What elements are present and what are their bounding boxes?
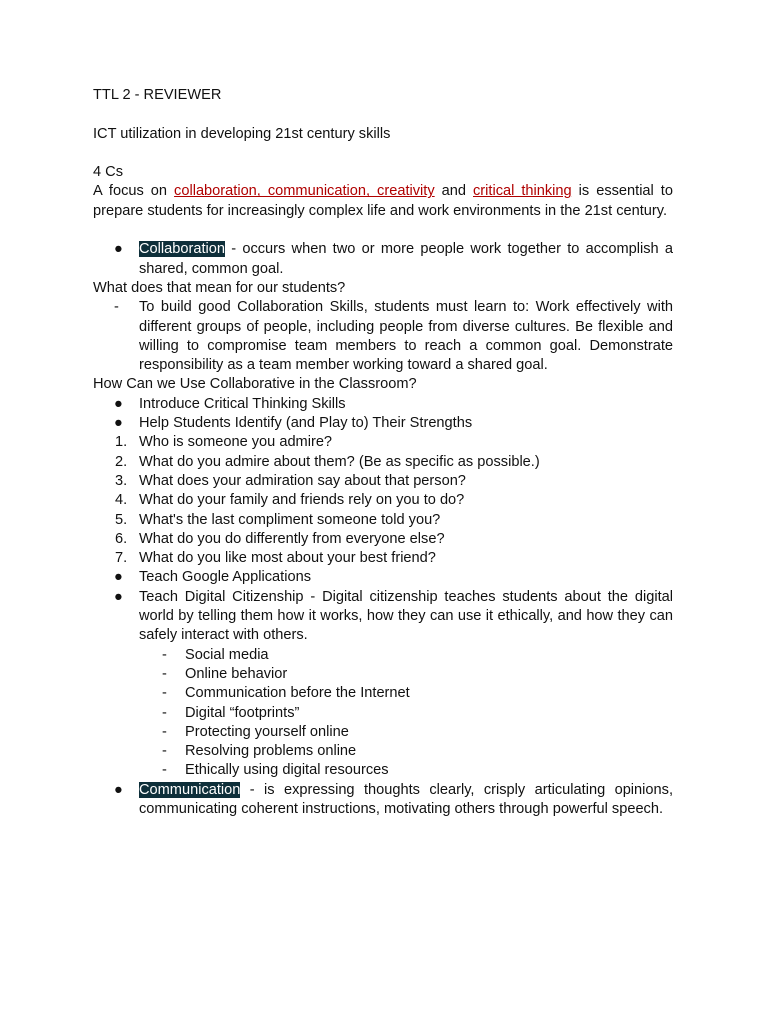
communication-term: Communication bbox=[139, 781, 241, 798]
sub-list-item: - Social media bbox=[162, 646, 269, 663]
sub-list-item: - Communication before the Internet bbox=[162, 685, 410, 702]
section-heading: 4 Cs bbox=[93, 164, 124, 181]
collaboration-definition: - occurs when two or more people work together to accomplish a shared, common goal. bbox=[139, 241, 673, 277]
numbered-item: 6. What do you do differently from everyone else? bbox=[115, 530, 445, 547]
numbered-item: 5. What's the last compliment someone told you? bbox=[115, 511, 441, 528]
list-item: ● Help Students Identify (and Play to) Their Strengths bbox=[114, 415, 473, 432]
link-collaboration-communication-creativity[interactable]: collaboration, communication, creativity bbox=[174, 183, 435, 200]
collaboration-term: Collaboration bbox=[139, 241, 225, 258]
numbered-item: 1. Who is someone you admire? bbox=[115, 434, 333, 451]
sub-list-item: - Ethically using digital resources bbox=[162, 762, 389, 779]
numbered-item: 2. What do you admire about them? (Be as specific as possible.) bbox=[115, 453, 540, 470]
document-title: TTL 2 - REVIEWER bbox=[93, 87, 222, 103]
list-item: ● Teach Google Applications bbox=[114, 569, 311, 586]
numbered-item: 3. What does your admiration say about that person? bbox=[115, 472, 466, 489]
sub-list-item: - Resolving problems online bbox=[162, 743, 357, 760]
intro-paragraph: A focus on collaboration, communication, creativity and critical thinking is essential to prepare students for increasingly complex life and work environments in the 21st century. bbox=[93, 183, 673, 219]
document-page bbox=[93, 86, 673, 819]
document-subtitle: ICT utilization in developing 21st century skills bbox=[93, 125, 391, 142]
collab-skills-text: To build good Collaboration Skills, students must learn to: Work effectively with different groups of people, including people from diverse cultures. Be flexible and willing to compromise team members to reach a common goal. Demonstrate responsibility as a team member working toward a shared goal. bbox=[139, 299, 673, 374]
numbered-item: 4. What do your family and friends rely on you to do? bbox=[115, 492, 465, 509]
digital-citizenship-item: ● Teach Digital Citizenship - Digital citizenship teaches students about the digital world by telling them how it works, how they can use it ethically, and how they can safely interact with others. bbox=[114, 588, 673, 644]
collab-skills-item bbox=[93, 298, 673, 375]
sub-list-item: - Online behavior bbox=[162, 665, 288, 682]
collaboration-bullet bbox=[93, 240, 673, 279]
numbered-item: 7. What do you like most about your best friend? bbox=[115, 550, 436, 567]
question-classroom: How Can we Use Collaborative in the Classroom? bbox=[93, 376, 417, 393]
dash-marker: - bbox=[114, 299, 119, 316]
list-item: ● Introduce Critical Thinking Skills bbox=[114, 395, 346, 412]
bullet-marker: ● bbox=[114, 781, 123, 798]
sub-list-item: - Digital “footprints” bbox=[162, 704, 300, 721]
link-critical-thinking[interactable]: critical thinking bbox=[473, 183, 572, 200]
sub-list-item: - Protecting yourself online bbox=[162, 723, 349, 740]
communication-definition: - is expressing thoughts clearly, crisply articulating opinions, communicating coherent instructions, motivating others through powerful speech. bbox=[139, 781, 673, 817]
bullet-marker: ● bbox=[114, 241, 123, 258]
communication-bullet bbox=[93, 781, 673, 820]
question-students: What does that mean for our students? bbox=[93, 279, 346, 296]
